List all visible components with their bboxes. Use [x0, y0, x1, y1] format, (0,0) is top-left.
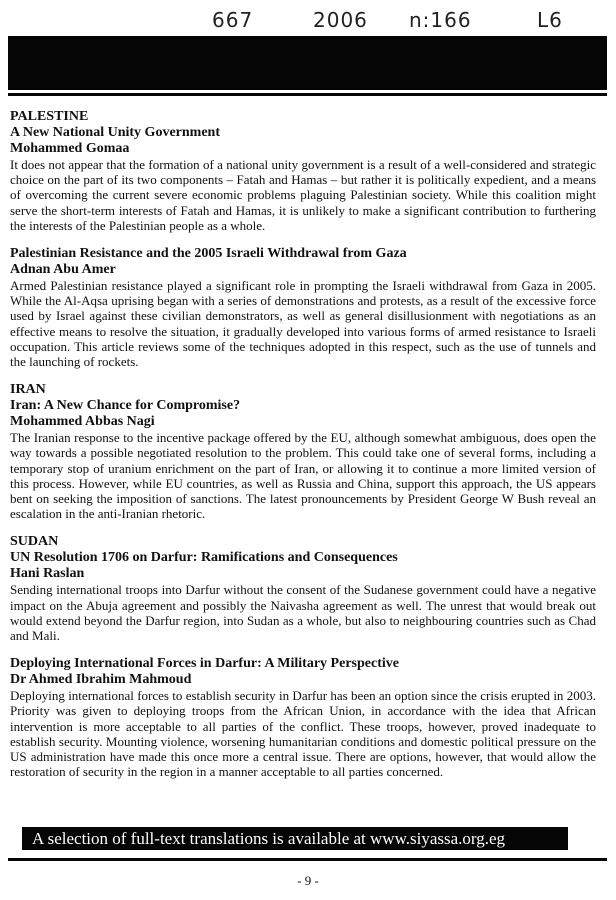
- article-summary: The Iranian response to the incentive package offered by the EU, although somewhat ambiguous, does open the way towards a possible negotiated resolution to the problem. This could take one of several forms, including a temporary stop of uranium enrichment on the part of Iran, or allowing it to continue a more limited version of this process. However, while EU countries, as well as Russia and China, support this approach, the US appears bent on seeking the imposition of sanctions. The latest pronouncements by President George W Bush reveal an escalation in the anti-Iranian rhetoric.: [10, 430, 596, 522]
- region-heading: SUDAN: [10, 534, 59, 550]
- article-author: Dr Ahmed Ibrahim Mahmoud: [10, 672, 192, 688]
- header-black-bar: [8, 36, 607, 90]
- article-section: [10, 656, 596, 779]
- article-title: Palestinian Resistance and the 2005 Israeli Withdrawal from Gaza: [10, 246, 407, 262]
- handwritten-note: n:166: [409, 8, 472, 32]
- article-author: Mohammed Gomaa: [10, 141, 130, 156]
- article-list: [10, 109, 596, 792]
- article-summary: Sending international troops into Darfur without the consent of the Sudanese government could have a negative impact on the Abuja agreement and possibly the Naivasha agreement as well. The unrest that would break out would extend beyond the Darfur region, into Sudan as a whole, but also to neighbouring countries such as Chad and Mali.: [10, 582, 596, 644]
- article-title: UN Resolution 1706 on Darfur: Ramifications and Consequences: [10, 550, 398, 566]
- article-title: Deploying International Forces in Darfur: A Military Perspective: [10, 656, 399, 672]
- article-author: Adnan Abu Amer: [10, 262, 116, 278]
- handwritten-annotations: [0, 6, 616, 36]
- article-section: [10, 109, 596, 233]
- article-title: Iran: A New Chance for Compromise?: [10, 398, 241, 414]
- article-summary: It does not appear that the formation of a national unity government is a result of a well-considered and strategic choice on the part of its two components – Fatah and Hamas – but rather it is politically expedient, and a means of overcoming the current severe economic problems plaguing Palestinian society. While this coalition might serve the short-term interests of Fatah and Hamas, it is unlikely to make a significant contribution to furthering the interests of the Palestinian people as a whole.: [10, 157, 596, 233]
- article-author: Hani Raslan: [10, 566, 85, 582]
- article-title: A New National Unity Government: [10, 125, 220, 140]
- footer-rule: [8, 858, 607, 861]
- article-summary: Deploying international forces to establish security in Darfur has been an option since the crisis erupted in 2003. Priority was given to deploying troops from the African Union, in accordance with the idea that African intervention is more acceptable to all parties of the conflict. These troops, however, proved inadequate to establish security. Mounting violence, worsening humanitarian conditions and domestic political pressure on the US administration have made this once more a central issue. There are options, however, that would allow the restoration of security in the region in a manner acceptable to all parties concerned.: [10, 688, 596, 780]
- article-summary: Armed Palestinian resistance played a significant role in prompting the Israeli withdrawal from Gaza in 2005. While the Al-Aqsa uprising began with a series of demonstrations and protests, as a result of the excessive force used by Israel against these civilian demonstrators, as well as general disillusionment with negotiations as an effective means to resolve the situation, it gradually developed into various forms of armed resistance to Israeli occupation. This article reviews some of the techniques adopted in this respect, such as the use of tunnels and the launching of rockets.: [10, 278, 596, 370]
- article-section: [10, 246, 596, 369]
- region-heading: PALESTINE: [10, 109, 89, 124]
- article-section: [10, 534, 596, 643]
- header-rule: [8, 93, 607, 96]
- page-number: - 9 -: [297, 873, 319, 888]
- footer-banner: A selection of full-text translations is available at www.siyassa.org.eg: [22, 827, 568, 850]
- handwritten-note: 2006: [313, 8, 368, 32]
- handwritten-note: 667: [212, 8, 254, 32]
- article-section: [10, 382, 596, 521]
- article-author: Mohammed Abbas Nagi: [10, 414, 155, 430]
- handwritten-note: L6: [537, 8, 563, 32]
- region-heading: IRAN: [10, 382, 46, 398]
